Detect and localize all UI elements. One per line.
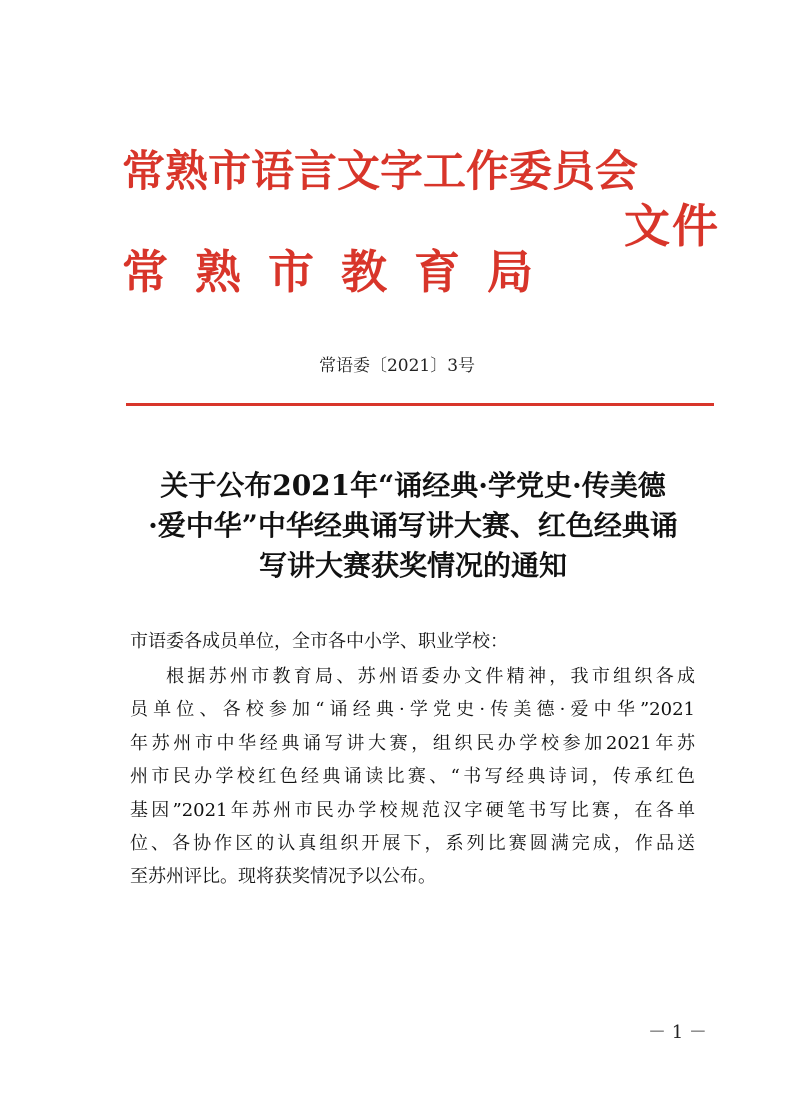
page-number: － 1 － (648, 1022, 707, 1043)
body-paragraph (130, 660, 695, 894)
document-number: 常语委〔2021〕3号 (318, 356, 476, 376)
paragraph-line: 至苏州评比。现将获奖情况予以公布。 (130, 866, 436, 888)
paragraph-line: 基因”2021年苏州市民办学校规范汉字硬笔书写比赛，在各单 (130, 799, 695, 821)
paragraph-line: 根据苏州市教育局、苏州语委办文件精神，我市组织各成 (166, 666, 695, 687)
red-header-divider (126, 403, 714, 406)
issuer-name-education-bureau: 常熟市教育局 (122, 245, 560, 299)
paragraph-line: 年苏州市中华经典诵写讲大赛，组织民办学校参加2021年苏 (130, 732, 695, 754)
paragraph-line: 员单位、各校参加“诵经典·学党史·传美德·爱中华”2021 (130, 699, 695, 721)
title-line: ·爱中华”中华经典诵写讲大赛、红色经典诵 (148, 509, 678, 542)
title-line: 关于公布2021年“诵经典·学党史·传美德 (160, 469, 666, 502)
paragraph-line: 位、各协作区的认真组织开展下，系列比赛圆满完成，作品送 (130, 833, 695, 855)
issuer-name-language-committee: 常熟市语言文字工作委员会 (122, 147, 638, 197)
paragraph-line: 州市民办学校红色经典诵读比赛、“书写经典诗词，传承红色 (130, 766, 695, 788)
notice-title (118, 466, 708, 586)
title-line: 写讲大赛获奖情况的通知 (258, 549, 567, 582)
salutation: 市语委各成员单位，全市各中小学、职业学校： (130, 631, 508, 652)
document-type-label: 文件 (624, 199, 720, 253)
